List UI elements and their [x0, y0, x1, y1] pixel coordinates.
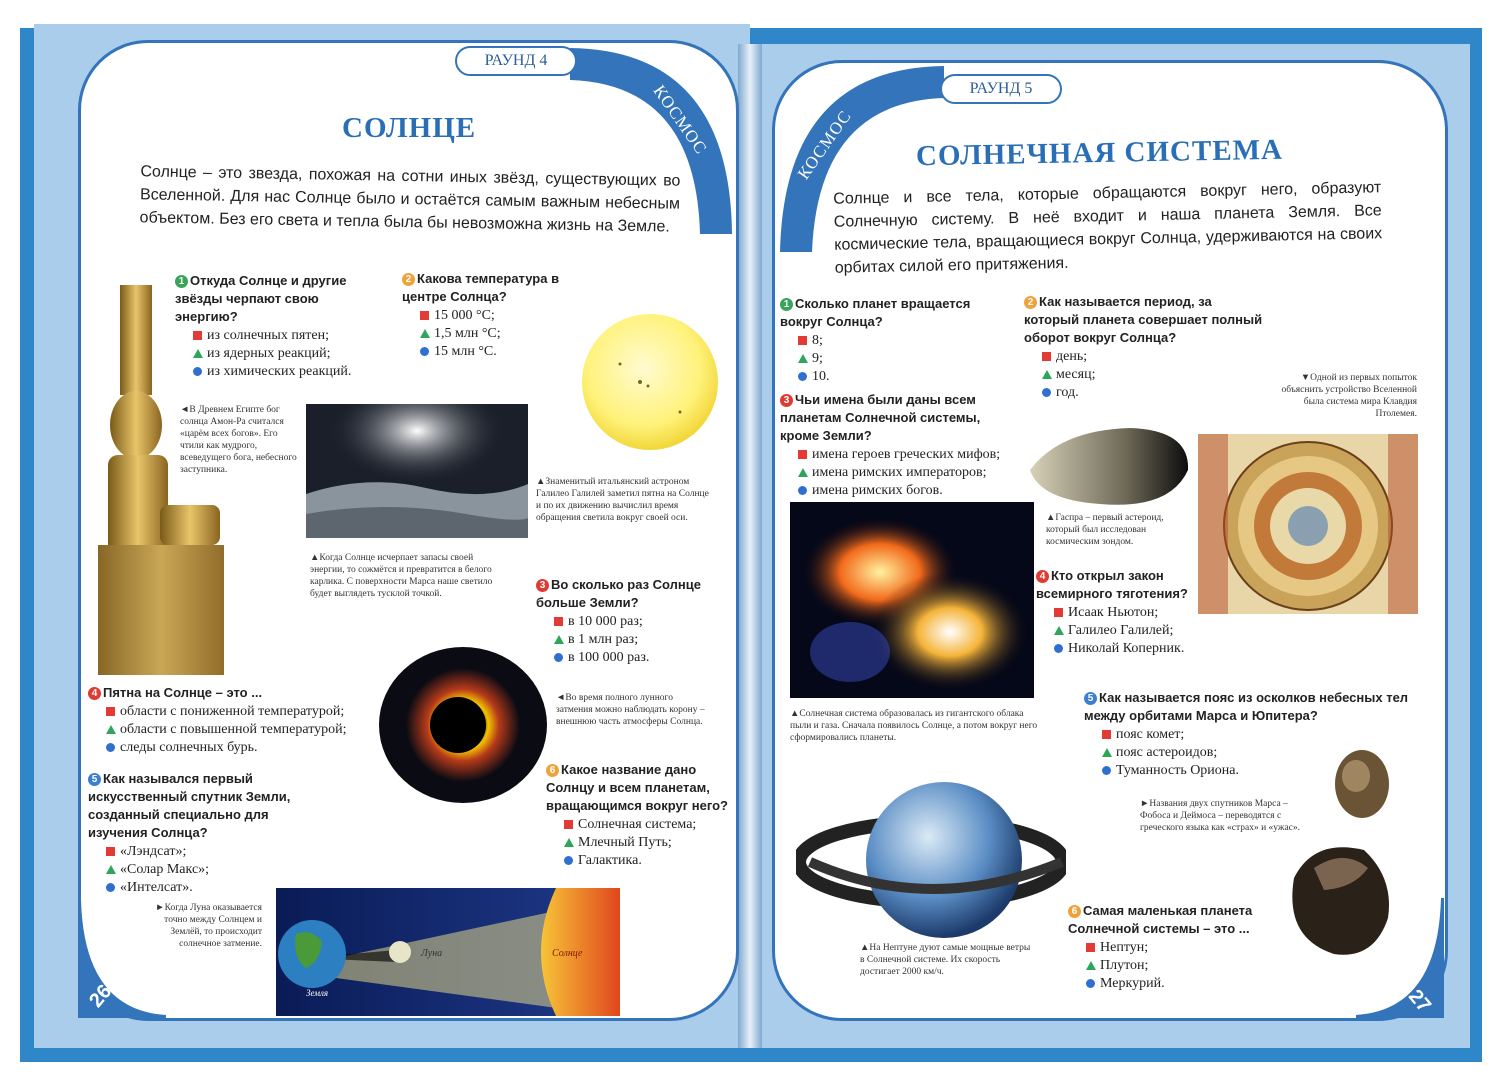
caption-mars-moons: ►Названия двух спутников Марса – Фобоса и Деймоса – переводятся с греческого языка как «страх» и «ужас». — [1140, 799, 1301, 833]
green-triangle-icon — [798, 468, 808, 477]
answer-option[interactable]: Солнечная система; — [564, 816, 736, 834]
blue-circle-icon — [106, 883, 115, 892]
question-number: 5 — [88, 773, 101, 786]
caption-nebula: ▲Солнечная система образовалась из гигантского облака пыли и газа. Сначала появилось Солнце, а потом вокруг него сформировались планеты. — [790, 709, 1038, 743]
red-square-icon — [564, 820, 573, 829]
answer-option[interactable]: в 10 000 раз; — [554, 613, 716, 631]
caption-white-dwarf: ▲Когда Солнце исчерпает запасы своей энергии, то сожмётся и превратится в белого карлика. С поверхности Марса наше светило будет выглядеть тусклой точкой. — [310, 553, 493, 599]
question-block-6 — [546, 761, 736, 870]
answer-option[interactable]: 1,5 млн °С; — [420, 325, 572, 343]
question-text: Кто открыл закон всемирного тяготения? — [1036, 568, 1188, 601]
intro-text-right: Солнце и все тела, которые обращаются вокруг него, образуют Солнечную систему. В неё входит и наша планета Земля. Все космические тела, вращающиеся вокруг Солнца, удерживаются на своих орбитах силой его притяжения. — [833, 179, 1383, 277]
caption-neptune: ▲На Нептуне дуют самые мощные ветры в Солнечной системе. Их скорость достигает 2000 км/ч. — [860, 943, 1031, 977]
question-number: 6 — [546, 764, 559, 777]
answer-option[interactable]: 10. — [798, 368, 990, 386]
answer-option[interactable]: в 1 млн раз; — [554, 631, 716, 649]
answer-option[interactable]: области с повышенной температурой; — [106, 721, 378, 739]
blue-circle-icon — [1054, 644, 1063, 653]
answer-option[interactable]: из солнечных пятен; — [193, 327, 375, 345]
answer-option[interactable]: «Солар Макс»; — [106, 861, 328, 879]
question-text: Самая маленькая планета Солнечной системы – это ... — [1068, 903, 1253, 936]
answer-option[interactable]: пояс комет; — [1102, 726, 1414, 744]
green-triangle-icon — [106, 725, 116, 734]
answer-option[interactable]: Млечный Путь; — [564, 834, 736, 852]
question-text: Как называется пояс из осколков небесных тел между орбитами Марса и Юпитера? — [1084, 690, 1409, 723]
sun-image — [580, 312, 720, 452]
answer-option[interactable]: Исаак Ньютон; — [1054, 604, 1206, 622]
answer-option[interactable]: имена героев греческих мифов; — [798, 446, 1015, 464]
amon-ra-statue-image — [90, 285, 232, 677]
answer-option[interactable]: Николай Коперник. — [1054, 640, 1206, 658]
caption-moon-eclipse: ►Когда Луна оказывается точно между Солнцем и Землёй, то происходит солнечное затмение. — [155, 903, 262, 949]
blue-circle-icon — [1102, 766, 1111, 775]
question-text: Какова температура в центре Солнца? — [402, 271, 560, 304]
answer-option[interactable]: Нептун; — [1086, 939, 1288, 957]
gaspra-asteroid-image — [1020, 420, 1192, 512]
answer-option[interactable]: области с пониженной температурой; — [106, 703, 378, 721]
answer-option[interactable]: Галактика. — [564, 852, 736, 870]
question-number: 6 — [1068, 905, 1081, 918]
question-number: 2 — [1024, 296, 1037, 309]
page-title-left: СОЛНЦЕ — [342, 112, 477, 144]
question-number: 5 — [1084, 692, 1097, 705]
question-block-r1 — [780, 295, 990, 386]
book-spine — [738, 44, 762, 1048]
answer-option[interactable]: 15 млн °С. — [420, 343, 572, 361]
nebula-image — [790, 502, 1034, 698]
caption-galileo: ▲Знаменитый итальянский астроном Галилео Галилей заметил пятна на Солнце и по их движению вычислил время обращения светила вокруг своей оси. — [536, 477, 709, 523]
question-text: Как назывался первый искусственный спутник Земли, созданный специально для изучения Солнца? — [88, 771, 291, 840]
question-number: 3 — [536, 579, 549, 592]
caption-egypt: ◄В Древнем Египте бог солнца Амон-Ра считался «царём всех богов». Его чтили как мудрого, всеведущего бога, небесного заступника. — [180, 405, 297, 475]
green-triangle-icon — [1042, 370, 1052, 379]
red-square-icon — [1054, 608, 1063, 617]
diagram-label-sun: Солнце — [552, 948, 583, 959]
green-triangle-icon — [564, 838, 574, 847]
red-square-icon — [420, 311, 429, 320]
green-triangle-icon — [798, 354, 808, 363]
question-block-2 — [402, 270, 572, 361]
question-text: Какое название дано Солнцу и всем планетам, вращающимся вокруг него? — [546, 762, 728, 813]
blue-circle-icon — [1042, 388, 1051, 397]
answer-option[interactable]: из химических реакций. — [193, 363, 375, 381]
answer-option[interactable]: «Интелсат». — [106, 879, 328, 897]
question-block-5 — [88, 770, 328, 897]
red-square-icon — [1102, 730, 1111, 739]
answer-option[interactable]: из ядерных реакций; — [193, 345, 375, 363]
answer-option[interactable]: Плутон; — [1086, 957, 1288, 975]
green-triangle-icon — [1086, 961, 1096, 970]
question-text: Во сколько раз Солнце больше Земли? — [536, 577, 702, 610]
question-text: Откуда Солнце и другие звёзды черпают свою энергию? — [175, 273, 347, 324]
mars-landscape-image — [306, 404, 528, 538]
caption-gaspra: ▲Гаспра – первый астероид, который был исследован космическим зондом. — [1046, 513, 1164, 547]
question-text: Как называется период, за который планета совершает полный оборот вокруг Солнца? — [1024, 294, 1263, 345]
red-square-icon — [106, 847, 115, 856]
question-text: Чьи имена были даны всем планетам Солнечной системы, кроме Земли? — [780, 392, 981, 443]
question-block-r3 — [780, 391, 1015, 500]
green-triangle-icon — [554, 635, 564, 644]
phobos-image — [1332, 748, 1392, 820]
question-number: 2 — [402, 273, 415, 286]
green-triangle-icon — [420, 329, 430, 338]
round-badge-left: РАУНД 4 — [455, 46, 577, 76]
red-square-icon — [798, 450, 807, 459]
question-text: Пятна на Солнце – это ... — [103, 685, 263, 700]
blue-circle-icon — [564, 856, 573, 865]
green-triangle-icon — [1102, 748, 1112, 757]
answer-option[interactable]: Туманность Ориона. — [1102, 762, 1414, 780]
answer-option[interactable]: 9; — [798, 350, 990, 368]
red-square-icon — [106, 707, 115, 716]
answer-option[interactable]: месяц; — [1042, 366, 1269, 384]
blue-circle-icon — [106, 743, 115, 752]
section-label-left: КОСМОС — [649, 81, 711, 158]
answer-option[interactable]: 15 000 °С; — [420, 307, 572, 325]
question-block-r4 — [1036, 567, 1206, 658]
answer-option[interactable]: пояс астероидов; — [1102, 744, 1414, 762]
question-block-r6 — [1068, 902, 1288, 993]
round-badge-right: РАУНД 5 — [940, 74, 1062, 104]
question-block-3 — [536, 576, 716, 667]
solar-eclipse-image — [378, 646, 548, 804]
eclipse-diagram — [276, 888, 620, 1016]
blue-circle-icon — [554, 653, 563, 662]
green-triangle-icon — [106, 865, 116, 874]
caption-ptolemy: ▼Одной из первых попыток объяснить устройство Вселенной была система мира Клавдия Птолемея. — [1281, 373, 1417, 419]
answer-option[interactable]: следы солнечных бурь. — [106, 739, 378, 757]
question-number: 1 — [175, 275, 188, 288]
blue-circle-icon — [798, 372, 807, 381]
question-number: 3 — [780, 394, 793, 407]
question-block-r2 — [1024, 293, 1269, 402]
answer-option[interactable]: Галилео Галилей; — [1054, 622, 1206, 640]
red-square-icon — [1042, 352, 1051, 361]
caption-eclipse: ◄Во время полного лунного затмения можно наблюдать корону – внешнюю часть атмосферы Солнца. — [556, 693, 705, 727]
answer-option[interactable]: «Лэндсат»; — [106, 843, 328, 861]
blue-circle-icon — [798, 486, 807, 495]
blue-circle-icon — [1086, 979, 1095, 988]
neptune-image — [796, 776, 1066, 942]
question-text: Сколько планет вращается вокруг Солнца? — [780, 296, 971, 329]
answer-option[interactable]: в 100 000 раз. — [554, 649, 716, 667]
answer-option[interactable]: год. — [1042, 384, 1269, 402]
green-triangle-icon — [1054, 626, 1064, 635]
question-number: 4 — [1036, 570, 1049, 583]
answer-option[interactable]: Меркурий. — [1086, 975, 1288, 993]
intro-text-left: Солнце – это звезда, похожая на сотни иных звёзд, существующих во Вселенной. Для нас Солнце было и остаётся самым важным небесным объектом. Без его света и тепла была бы невозможна жизнь на Земле. — [139, 163, 681, 236]
page-number-left: 26 — [85, 980, 117, 1012]
question-block-4 — [88, 684, 378, 757]
blue-circle-icon — [420, 347, 429, 356]
diagram-label-earth: Земля — [306, 988, 329, 998]
answer-option[interactable]: имена римских богов. — [798, 482, 1015, 500]
answer-option[interactable]: 8; — [798, 332, 990, 350]
answer-option[interactable]: имена римских императоров; — [798, 464, 1015, 482]
page-number-right: 27 — [1403, 985, 1436, 1017]
red-square-icon — [1086, 943, 1095, 952]
question-number: 4 — [88, 687, 101, 700]
diagram-label-moon: Луна — [421, 948, 443, 959]
question-number: 1 — [780, 298, 793, 311]
page-title-right: СОЛНЕЧНАЯ СИСТЕМА — [915, 133, 1284, 173]
red-square-icon — [798, 336, 807, 345]
red-square-icon — [554, 617, 563, 626]
ptolemy-system-image — [1198, 434, 1418, 614]
section-label-right: КОСМОС — [793, 106, 856, 183]
answer-option[interactable]: день; — [1042, 348, 1269, 366]
